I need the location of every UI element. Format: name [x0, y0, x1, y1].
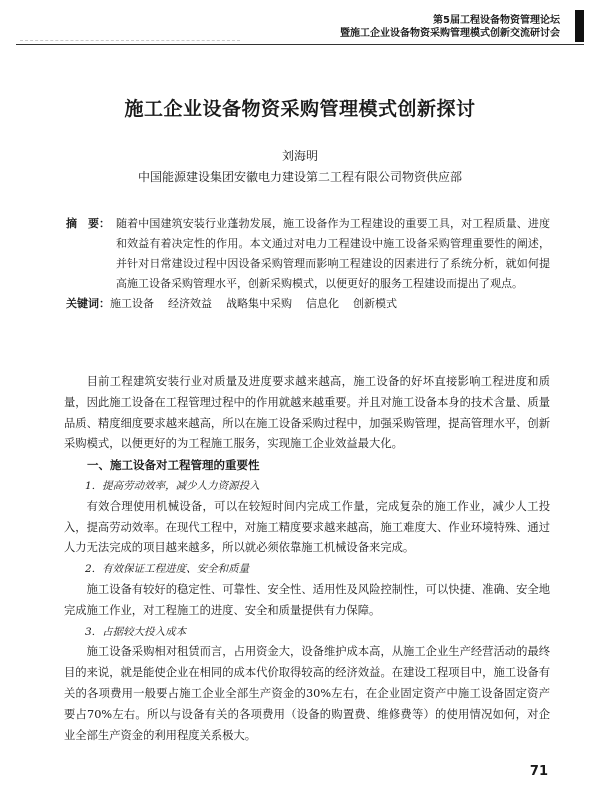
abstract-block: [66, 214, 550, 314]
section-heading: 一、施工设备对工程管理的重要性: [87, 458, 260, 473]
author: 刘海明: [281, 149, 318, 163]
paragraph: 施工设备有较好的稳定性、可靠性、安全性、适用性及风险控制性，可以快捷、准确、安全地完成施工作业，对工程施工的进度、安全和质量提供有力保障。: [64, 582, 550, 617]
keyword: 创新模式: [353, 297, 397, 310]
paper-title: 施工企业设备物资采购管理模式创新探讨: [124, 98, 476, 120]
header-line-1: 第5届工程设备物资管理论坛: [433, 15, 560, 26]
abstract-text: 随着中国建筑安装行业蓬勃发展，施工设备作为工程建设的重要工具，对工程质量、进度和效益有着决定性的作用。本文通过对电力工程建设中施工设备采购管理重要性的阐述，并针对日常建设过程中因设备采购管理而影响工程建设的因素进行了系统分析，就如何提高施工设备采购管理水平，创新采购模式，以便更好的服务工程建设而提出了观点。: [116, 217, 550, 290]
header-line-2: 暨施工企业设备物资采购管理模式创新交流研讨会: [340, 28, 560, 39]
keywords-label: 关键词：: [66, 297, 110, 310]
intro-paragraph: 目前工程建筑安装行业对质量及进度要求越来越高，施工设备的好坏直接影响工程进度和质量，因此施工设备在工程管理过程中的作用就越来越重要。并且对施工设备本身的技术含量、质量品质、精度细度要求越来越高，所以在施工设备采购过程中，加强采购管理，提高管理水平，创新采购模式，以便更好的为工程施工服务，实现施工企业效益最大化。: [64, 375, 550, 451]
paragraph: 有效合理使用机械设备，可以在较短时间内完成工作量，完成复杂的施工作业，减少人工投入，提高劳动效率。在现代工程中，对施工精度要求越来越高，施工难度大、作业环境特殊、通过人力无法完成的项目越来越多，所以就必须依靠施工机械设备来完成。: [64, 499, 550, 555]
page-number: 71: [529, 764, 548, 779]
paragraph: 施工设备采购相对租赁而言，占用资金大，设备维护成本高，从施工企业生产经营活动的最终目的来说，就是能使企业在相同的成本代价取得较高的经济效益。在建设工程项目中，施工设备有关的各项费用一般要占施工企业全部生产资金的30%左右，在企业固定资产中施工设备固定资产要占70%左右。所以与设备有关的各项费用（设备的购置费、维修费等）的使用情况如何，对企业全部生产资金的利用程度关系极大。: [64, 645, 550, 742]
affiliation: 中国能源建设集团安徽电力建设第二工程有限公司物资供应部: [137, 170, 462, 184]
keyword: 施工设备: [110, 297, 154, 310]
keyword: 战略集中采购: [226, 297, 292, 310]
keyword: 信息化: [306, 297, 339, 310]
body-text: [64, 372, 550, 746]
header-rule: [16, 44, 584, 45]
abstract-label: 摘 要：: [66, 217, 110, 230]
running-header: [340, 14, 560, 40]
keywords-row: [66, 294, 550, 314]
subsection-heading: 1．提高劳动效率，减少人力资源投入: [85, 479, 260, 492]
keyword: 经济效益: [168, 297, 212, 310]
header-bar: [575, 10, 584, 42]
subsection-heading: 2．有效保证工程进度、安全和质量: [85, 563, 250, 576]
subsection-heading: 3．占据较大投入成本: [85, 625, 187, 638]
